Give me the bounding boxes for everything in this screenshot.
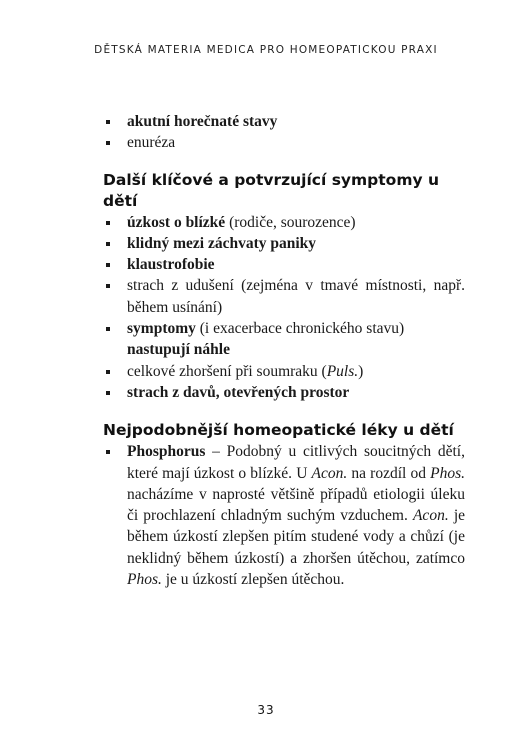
list-item (103, 275, 465, 318)
list-item-bold: úzkost o blízké (127, 213, 226, 231)
paragraph-text: je u úzkostí zlepšen útěchou. (161, 571, 345, 589)
list-item-bold: symptomy (127, 320, 196, 338)
bullet-list-key-symptoms (103, 212, 465, 404)
list-item-text: (i exacerbace chronického stavu) (195, 320, 405, 338)
section-heading-similar-remedies: Nejpodobnější homeopatické léky u dětí (103, 421, 454, 440)
list-item-text: celkové zhoršení při soumraku ( (127, 362, 327, 380)
remedy-name: Phosphorus (127, 443, 206, 461)
list-item-text: akutní horečnaté stavy (127, 113, 278, 130)
running-head: DĚTSKÁ MATERIA MEDICA PRO HOMEOPATICKOU PRAXI (94, 44, 438, 56)
list-item-text: enuréza (127, 134, 176, 152)
remedy-abbrev: Acon. (412, 507, 449, 525)
bullet-list-symptoms-cont (103, 111, 465, 154)
paragraph-text: je během úzkostí zlepšen pitím studené vody a chůzí (je neklidný během úzkostí) a zhoršen útěchou, zatímco (127, 507, 466, 567)
paragraph-text: nacházíme v naprosté většině případů etiologii úleku či prochlazení chladným suchým vzduchem. (127, 485, 465, 525)
list-item (103, 111, 465, 132)
list-item-text: strach z udušení (zejména v tmavé místnosti, např. během usínání) (127, 277, 465, 316)
page-content (103, 111, 465, 590)
list-item-text: strach z davů, otevřených prostor (127, 383, 350, 401)
list-item (103, 318, 465, 361)
list-item-text: klaustrofobie (127, 256, 215, 274)
list-item (103, 382, 465, 403)
list-item (103, 212, 465, 233)
list-item (103, 361, 465, 382)
list-item (103, 233, 465, 254)
remedy-abbrev: Acon. (311, 464, 348, 482)
remedy-abbrev: Phos. (430, 464, 465, 482)
list-item-bold: nastupují náhle (127, 341, 230, 359)
list-item-text: (rodiče, sourozence) (225, 213, 356, 231)
page-number: 33 (257, 703, 275, 717)
list-item (103, 441, 465, 590)
list-item (103, 132, 465, 153)
list-item-text: ) (358, 362, 364, 380)
paragraph-text: – Podobný u citlivých soucitných dětí, které mají úzkost o blízké. U (127, 443, 465, 482)
remedy-abbrev: Phos. (127, 571, 162, 589)
remedy-abbrev: Puls. (326, 362, 359, 380)
list-item-text: klidný mezi záchvaty paniky (127, 234, 317, 252)
paragraph-text: na rozdíl od (347, 464, 431, 482)
list-item (103, 254, 465, 275)
bullet-list-remedies (103, 441, 465, 590)
section-heading-key-symptoms: Další klíčové a potvrzující symptomy u dětí (103, 170, 440, 210)
